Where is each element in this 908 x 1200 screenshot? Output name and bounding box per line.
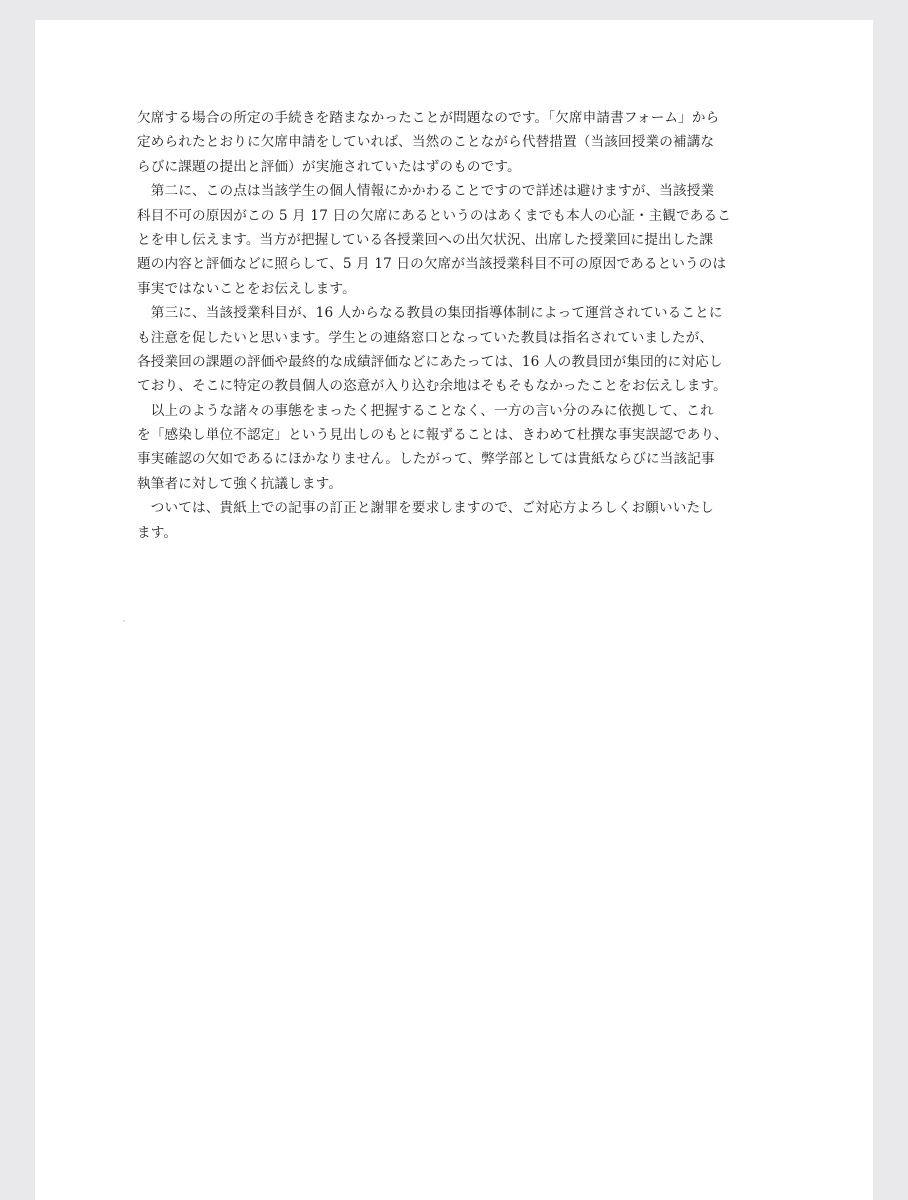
text-line: 事実確認の欠如であるにほかなりません。したがって、弊学部としては貴紙ならびに当該記事 <box>137 451 715 468</box>
document-page <box>35 20 873 1200</box>
text-line: を「感染し単位不認定」という見出しのもとに報ずることは、きわめて杜撰な事実誤認であり、 <box>137 427 728 444</box>
text-line: 第三に、当該授業科目が、16 人からなる教員の集団指導体制によって運営されていることに <box>137 305 723 322</box>
text-line: ついては、貴紙上での記事の訂正と謝罪を要求しますので、ご対応方よろしくお願いいたし <box>137 500 714 517</box>
text-line: ており、そこに特定の教員個人の恣意が入り込む余地はそもそもなかったことをお伝えします。 <box>137 378 727 395</box>
text-line: 題の内容と評価などに照らして、5 月 17 日の欠席が当該授業科目不可の原因であるというのは <box>137 256 727 273</box>
text-line: 欠席する場合の所定の手続きを踏まなかったことが問題なのです。「欠席申請書フォーム」から <box>137 110 720 126</box>
text-line: 定められたとおりに欠席申請をしていれば、当然のことながら代替措置（当該回授業の補講な <box>137 134 715 151</box>
text-line: 以上のような諸々の事態をまったく把握することなく、一方の言い分のみに依拠して、これ <box>137 402 714 419</box>
text-line: 第二に、この点は当該学生の個人情報にかかわることですので詳述は避けますが、当該授業 <box>137 183 715 200</box>
scan-speck <box>123 620 125 622</box>
text-line: ます。 <box>137 524 178 541</box>
text-line: 執筆者に対して強く抗議します。 <box>137 475 343 492</box>
text-line: 事実ではないことをお伝えします。 <box>137 280 356 297</box>
text-line: らびに課題の提出と評価）が実施されていたはずのものです。 <box>137 158 521 175</box>
text-line: 科目不可の原因がこの 5 月 17 日の欠席にあるというのはあくまでも本人の心証・主観であるこ <box>137 207 732 224</box>
text-line: とを申し伝えます。当方が把握している各授業回への出欠状況、出席した授業回に提出した課 <box>137 231 714 248</box>
text-line: 各授業回の課題の評価や最終的な成績評価などにあたっては、16 人の教員団が集団的に対応し <box>137 353 723 370</box>
text-line: も注意を促したいと思います。学生との連絡窓口となっていた教員は指名されていましたが、 <box>137 329 714 346</box>
letter-body <box>137 106 787 545</box>
